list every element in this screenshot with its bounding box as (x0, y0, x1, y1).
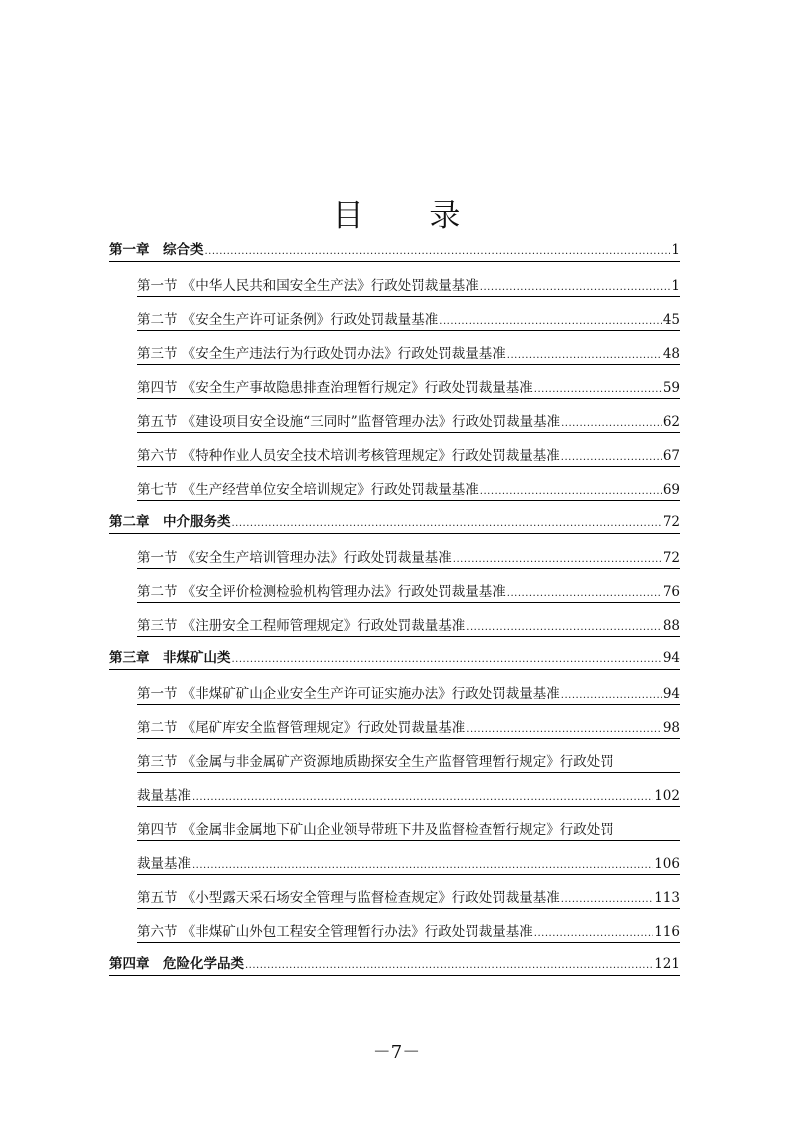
toc-section-2-3[interactable] (137, 617, 680, 637)
toc-chapter-1[interactable] (109, 241, 680, 261)
toc-leader-dots (245, 957, 653, 975)
toc-page-number: 106 (654, 856, 680, 872)
toc-underline (109, 669, 680, 670)
toc-leader-dots (561, 449, 662, 467)
toc-section-1-5[interactable] (137, 413, 680, 433)
toc-underline (137, 364, 680, 365)
toc-leader-dots (507, 347, 662, 365)
toc-underline (109, 533, 680, 534)
toc-section-3-2[interactable] (137, 719, 680, 739)
toc-underline (137, 908, 680, 909)
toc-leader-dots (561, 687, 662, 705)
toc-section-1-3[interactable] (137, 345, 680, 365)
toc-underline (137, 330, 680, 331)
toc-leader-dots (439, 313, 662, 331)
toc-section-3-1[interactable] (137, 685, 680, 705)
toc-leader-dots (534, 925, 653, 943)
toc-leader-dots (480, 279, 671, 297)
toc-underline (137, 500, 680, 501)
toc-page-number: 1 (671, 278, 680, 294)
toc-underline (137, 840, 680, 841)
toc-entry-label: 第六节 《非煤矿山外包工程安全管理暂行办法》行政处罚裁量基准 (137, 924, 533, 940)
toc-underline (137, 568, 680, 569)
toc-section-3-6[interactable] (137, 923, 680, 943)
toc-underline (137, 398, 680, 399)
toc-underline (137, 432, 680, 433)
toc-underline (137, 636, 680, 637)
toc-page-number: 59 (662, 380, 680, 396)
toc-chapter-2[interactable] (109, 513, 680, 533)
toc-entry-label: 第一节 《中华人民共和国安全生产法》行政处罚裁量基准 (137, 278, 479, 294)
toc-entry-label: 第三节 《注册安全工程师管理规定》行政处罚裁量基准 (137, 618, 466, 634)
toc-entry-label: 第五节 《建设项目安全设施“三同时”监督管理办法》行政处罚裁量基准 (137, 414, 561, 430)
toc-chapter-4[interactable] (109, 955, 680, 975)
toc-page-number: 94 (662, 650, 680, 666)
toc-leader-dots (192, 789, 653, 807)
toc-chapter-3[interactable] (109, 649, 680, 669)
toc-page-number: 121 (654, 956, 680, 972)
toc-entry-label: 第二节 《尾矿库安全监督管理规定》行政处罚裁量基准 (137, 720, 466, 736)
toc-leader-dots (561, 891, 653, 909)
toc-leader-dots (232, 515, 662, 533)
toc-entry-label: 第四节 《金属非金属地下矿山企业领导带班下井及监督检查暂行规定》行政处罚 (137, 822, 614, 838)
toc-underline (137, 704, 680, 705)
toc-page-number: 88 (662, 618, 680, 634)
toc-entry-label: 第三节 《金属与非金属矿产资源地质勘探安全生产监督管理暂行规定》行政处罚 (137, 754, 614, 770)
toc-page-number: 94 (662, 686, 680, 702)
toc-entry-label: 第五节 《小型露天采石场安全管理与监督检查规定》行政处罚裁量基准 (137, 890, 560, 906)
toc-section-3-5[interactable] (137, 889, 680, 909)
toc-section-3-3[interactable] (137, 753, 680, 771)
toc-page-number: 98 (662, 720, 680, 736)
toc-page-number: 76 (662, 584, 680, 600)
toc-page-number: 113 (654, 890, 680, 906)
toc-page-number: 72 (662, 550, 680, 566)
toc-entry-label: 第三节 《安全生产违法行为行政处罚办法》行政处罚裁量基准 (137, 346, 506, 362)
toc-page-number: 72 (662, 514, 680, 530)
toc-entry-label: 第二章 中介服务类 (109, 514, 231, 530)
toc-entry-label: 第二节 《安全生产许可证条例》行政处罚裁量基准 (137, 312, 439, 328)
toc-entry-label: 第一节 《安全生产培训管理办法》行政处罚裁量基准 (137, 550, 452, 566)
toc-page-number: 62 (662, 414, 680, 430)
toc-section-3-4[interactable] (137, 821, 680, 839)
toc-leader-dots (507, 585, 662, 603)
toc-section-1-6[interactable] (137, 447, 680, 467)
toc-section-3-4-cont[interactable] (137, 855, 680, 875)
toc-section-3-3-cont[interactable] (137, 787, 680, 807)
toc-leader-dots (480, 483, 662, 501)
toc-underline (109, 975, 680, 976)
toc-underline (137, 296, 680, 297)
toc-page-number: 116 (654, 924, 680, 940)
toc-underline (109, 261, 680, 262)
toc-section-2-1[interactable] (137, 549, 680, 569)
toc-leader-dots (453, 551, 662, 569)
page-title: 目 录 (332, 198, 489, 234)
toc-entry-label-cont: 裁量基准 (137, 856, 191, 872)
toc-entry-label-cont: 裁量基准 (137, 788, 191, 804)
toc-leader-dots (192, 857, 653, 875)
toc-entry-label: 第三章 非煤矿山类 (109, 650, 231, 666)
toc-leader-dots (466, 619, 662, 637)
page-number: －7－ (372, 1042, 421, 1063)
toc-section-1-4[interactable] (137, 379, 680, 399)
toc-page-number: 69 (662, 482, 680, 498)
toc-page-number: 1 (671, 242, 680, 258)
toc-section-1-1[interactable] (137, 277, 680, 297)
toc-underline (137, 806, 680, 807)
toc-leader-dots (205, 243, 671, 261)
toc-page-number: 45 (662, 312, 680, 328)
toc-section-1-7[interactable] (137, 481, 680, 501)
toc-leader-dots (534, 381, 662, 399)
toc-underline (137, 466, 680, 467)
toc-underline (137, 602, 680, 603)
toc-section-1-2[interactable] (137, 311, 680, 331)
toc-entry-label: 第二节 《安全评价检测检验机构管理办法》行政处罚裁量基准 (137, 584, 506, 600)
toc-leader-dots (232, 651, 662, 669)
toc-underline (137, 772, 680, 773)
toc-entry-label: 第一节 《非煤矿矿山企业安全生产许可证实施办法》行政处罚裁量基准 (137, 686, 560, 702)
toc-entry-label: 第四节 《安全生产事故隐患排查治理暂行规定》行政处罚裁量基准 (137, 380, 533, 396)
toc-entry-label: 第四章 危险化学品类 (109, 956, 244, 972)
toc-underline (137, 738, 680, 739)
toc-page-number: 67 (662, 448, 680, 464)
toc-leader-dots (466, 721, 662, 739)
toc-section-2-2[interactable] (137, 583, 680, 603)
toc-underline (137, 874, 680, 875)
toc-entry-label: 第七节 《生产经营单位安全培训规定》行政处罚裁量基准 (137, 482, 479, 498)
toc-page-number: 102 (654, 788, 680, 804)
toc-entry-label: 第一章 综合类 (109, 242, 204, 258)
toc-page-number: 48 (662, 346, 680, 362)
toc-leader-dots (561, 415, 662, 433)
toc-entry-label: 第六节 《特种作业人员安全技术培训考核管理规定》行政处罚裁量基准 (137, 448, 560, 464)
toc-underline (137, 942, 680, 943)
